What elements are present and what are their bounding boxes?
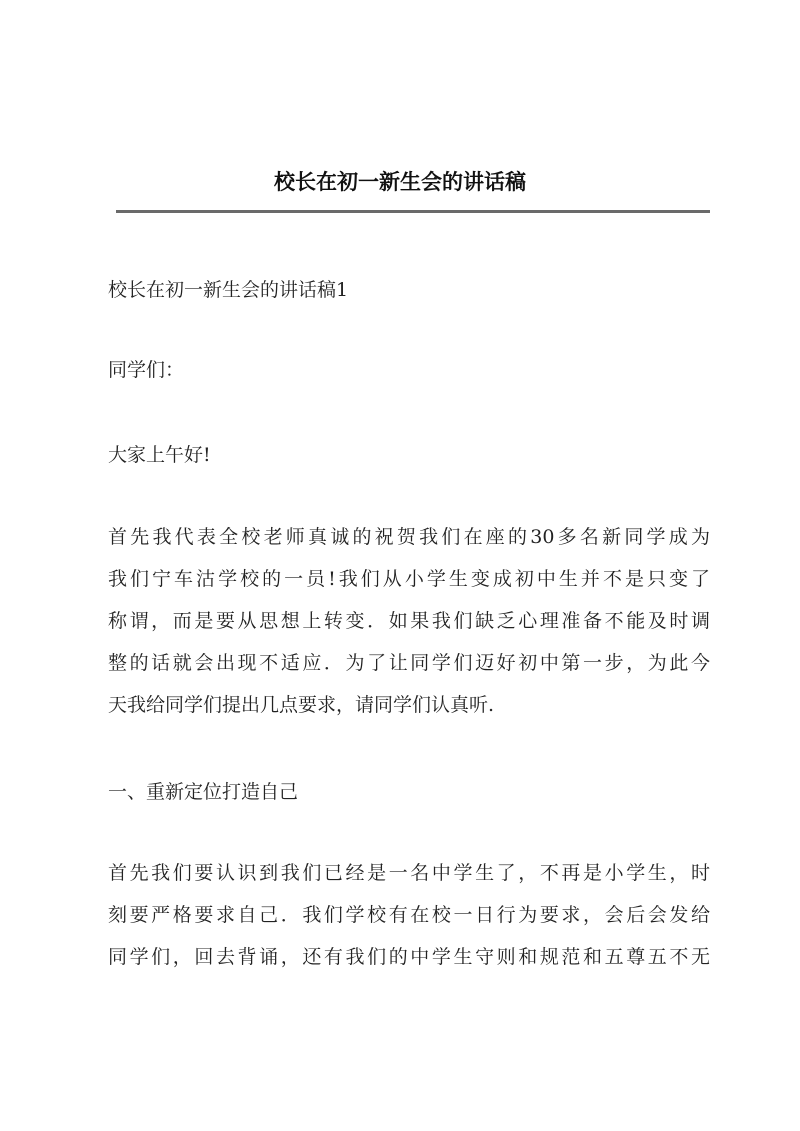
greeting: 大家上午好!	[108, 444, 211, 466]
section-heading: 一、重新定位打造自己	[108, 781, 299, 803]
paragraph-line: 整的话就会出现不适应．为了让同学们迈好初中第一步，为此今	[108, 652, 710, 674]
paragraph-line: 首先我代表全校老师真诚的祝贺我们在座的30多名新同学成为	[108, 526, 710, 548]
paragraph-line: 我们宁车沽学校的一员!我们从小学生变成初中生并不是只变了	[108, 568, 710, 590]
paragraph-line: 同学们，回去背诵，还有我们的中学生守则和规范和五尊五不无	[108, 946, 710, 968]
paragraph-line: 首先我们要认识到我们已经是一名中学生了，不再是小学生，时	[108, 862, 710, 884]
title-divider	[116, 210, 710, 213]
document-title: 校长在初一新生会的讲话稿	[274, 169, 526, 194]
paragraph-line: 天我给同学们提出几点要求，请同学们认真听.	[108, 694, 495, 716]
section-title: 校长在初一新生会的讲话稿1	[108, 279, 349, 301]
paragraph-line: 称谓，而是要从思想上转变．如果我们缺乏心理准备不能及时调	[108, 610, 710, 632]
paragraph-line: 刻要严格要求自己．我们学校有在校一日行为要求，会后会发给	[108, 904, 710, 926]
salutation: 同学们：	[108, 359, 185, 381]
